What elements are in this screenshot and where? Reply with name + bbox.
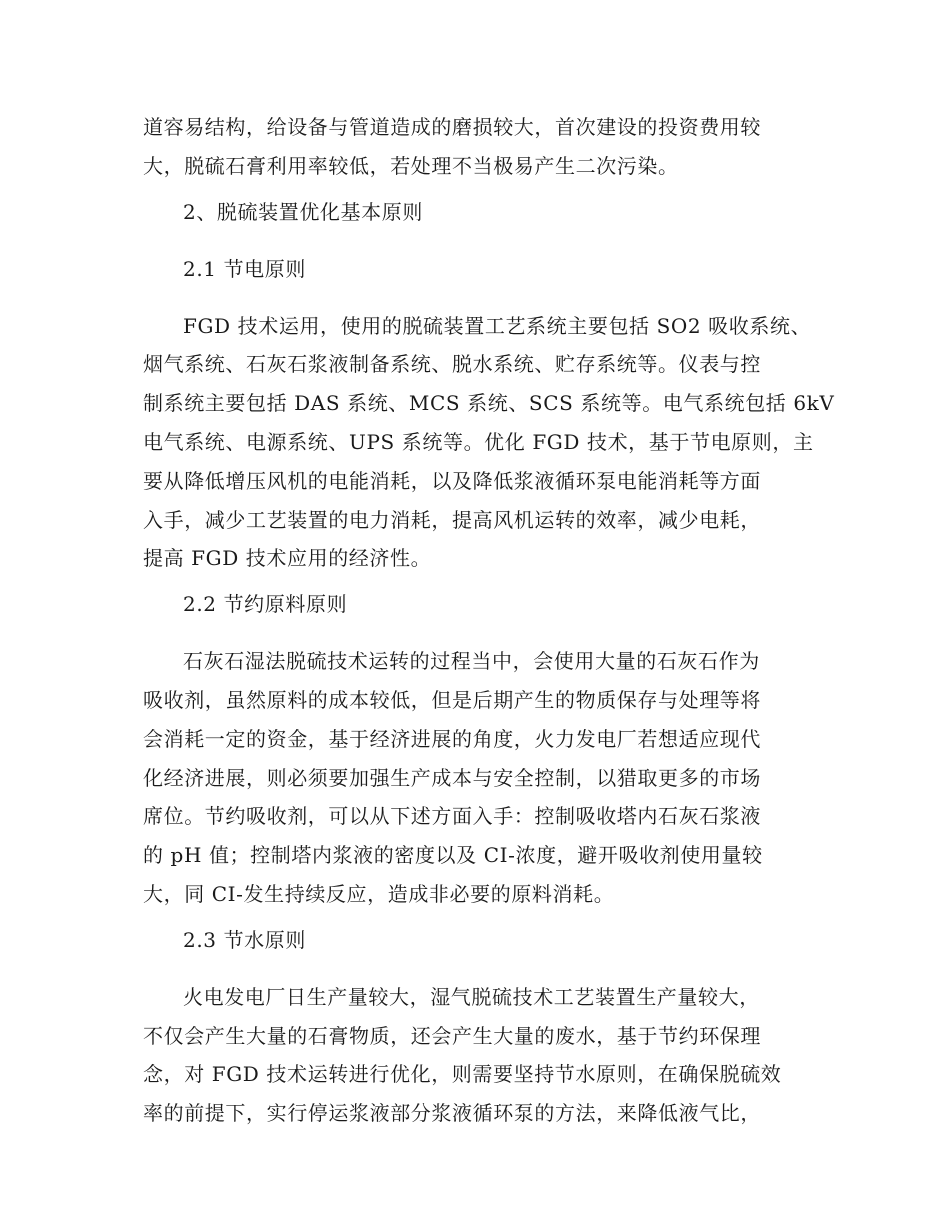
text-line: 道容易结构，给设备与管道造成的磨损较大，首次建设的投资费用较: [143, 115, 761, 139]
text-line: 化经济进展，则必须要加强生产成本与安全控制，以猎取更多的市场: [143, 765, 761, 790]
text-line: 火电发电厂日生产量较大，湿气脱硫技术工艺装置生产量较大，: [183, 984, 760, 1009]
text-line: 烟气系统、石灰石浆液制备系统、脱水系统、贮存系统等。仪表与控: [143, 352, 761, 377]
subsection-heading-2-3: 2.3 节水原则: [183, 927, 306, 952]
text-line: 的 pH 值；控制塔内浆液的密度以及 CI-浓度，避开吸收剂使用量较: [143, 843, 763, 868]
paragraph-2-2: [143, 642, 808, 914]
text-line: 电气系统、电源系统、UPS 系统等。优化 FGD 技术，基于节电原则，主: [143, 429, 814, 454]
text-line: 提高 FGD 技术应用的经济性。: [143, 546, 432, 571]
text-line: 率的前提下，实行停运浆液部分浆液循环泵的方法，来降低液气比，: [143, 1101, 761, 1126]
paragraph-2-1: [143, 307, 835, 579]
text-line: 要从降低增压风机的电能消耗，以及降低浆液循环泵电能消耗等方面: [143, 468, 761, 493]
text-line: 念，对 FGD 技术运转进行优化，则需要坚持节水原则，在确保脱硫效: [143, 1062, 782, 1087]
text-line: 大，同 CI-发生持续反应，造成非必要的原料消耗。: [143, 881, 615, 906]
text-line: 制系统主要包括 DAS 系统、MCS 系统、SCS 系统等。电气系统包括 6kV: [143, 391, 835, 416]
text-line: 会消耗一定的资金，基于经济进展的角度，火力发电厂若想适应现代: [143, 726, 761, 751]
subsection-heading-2-1: 2.1 节电原则: [183, 256, 306, 281]
section-heading: 2、脱硫装置优化基本原则: [183, 199, 423, 224]
text-line: 石灰石湿法脱硫技术运转的过程当中，会使用大量的石灰石作为: [183, 649, 760, 674]
text-line: 吸收剂，虽然原料的成本较低，但是后期产生的物质保存与处理等将: [143, 687, 761, 712]
paragraph-2-3: [143, 978, 808, 1133]
text-line: FGD 技术运用，使用的脱硫装置工艺系统主要包括 SO2 吸收系统、: [183, 313, 812, 338]
text-line: 不仅会产生大量的石膏物质，还会产生大量的废水，基于节约环保理: [143, 1023, 761, 1048]
subsection-heading-2-2: 2.2 节约原料原则: [183, 592, 348, 617]
text-line: 大，脱硫石膏利用率较低，若处理不当极易产生二次污染。: [143, 153, 679, 178]
text-line: 席位。节约吸收剂，可以从下述方面入手：控制吸收塔内石灰石浆液: [143, 804, 761, 829]
paragraph-intro: [143, 108, 808, 186]
text-line: 入手，减少工艺装置的电力消耗，提高风机运转的效率，减少电耗，: [143, 507, 761, 532]
document-body: [143, 108, 835, 1133]
